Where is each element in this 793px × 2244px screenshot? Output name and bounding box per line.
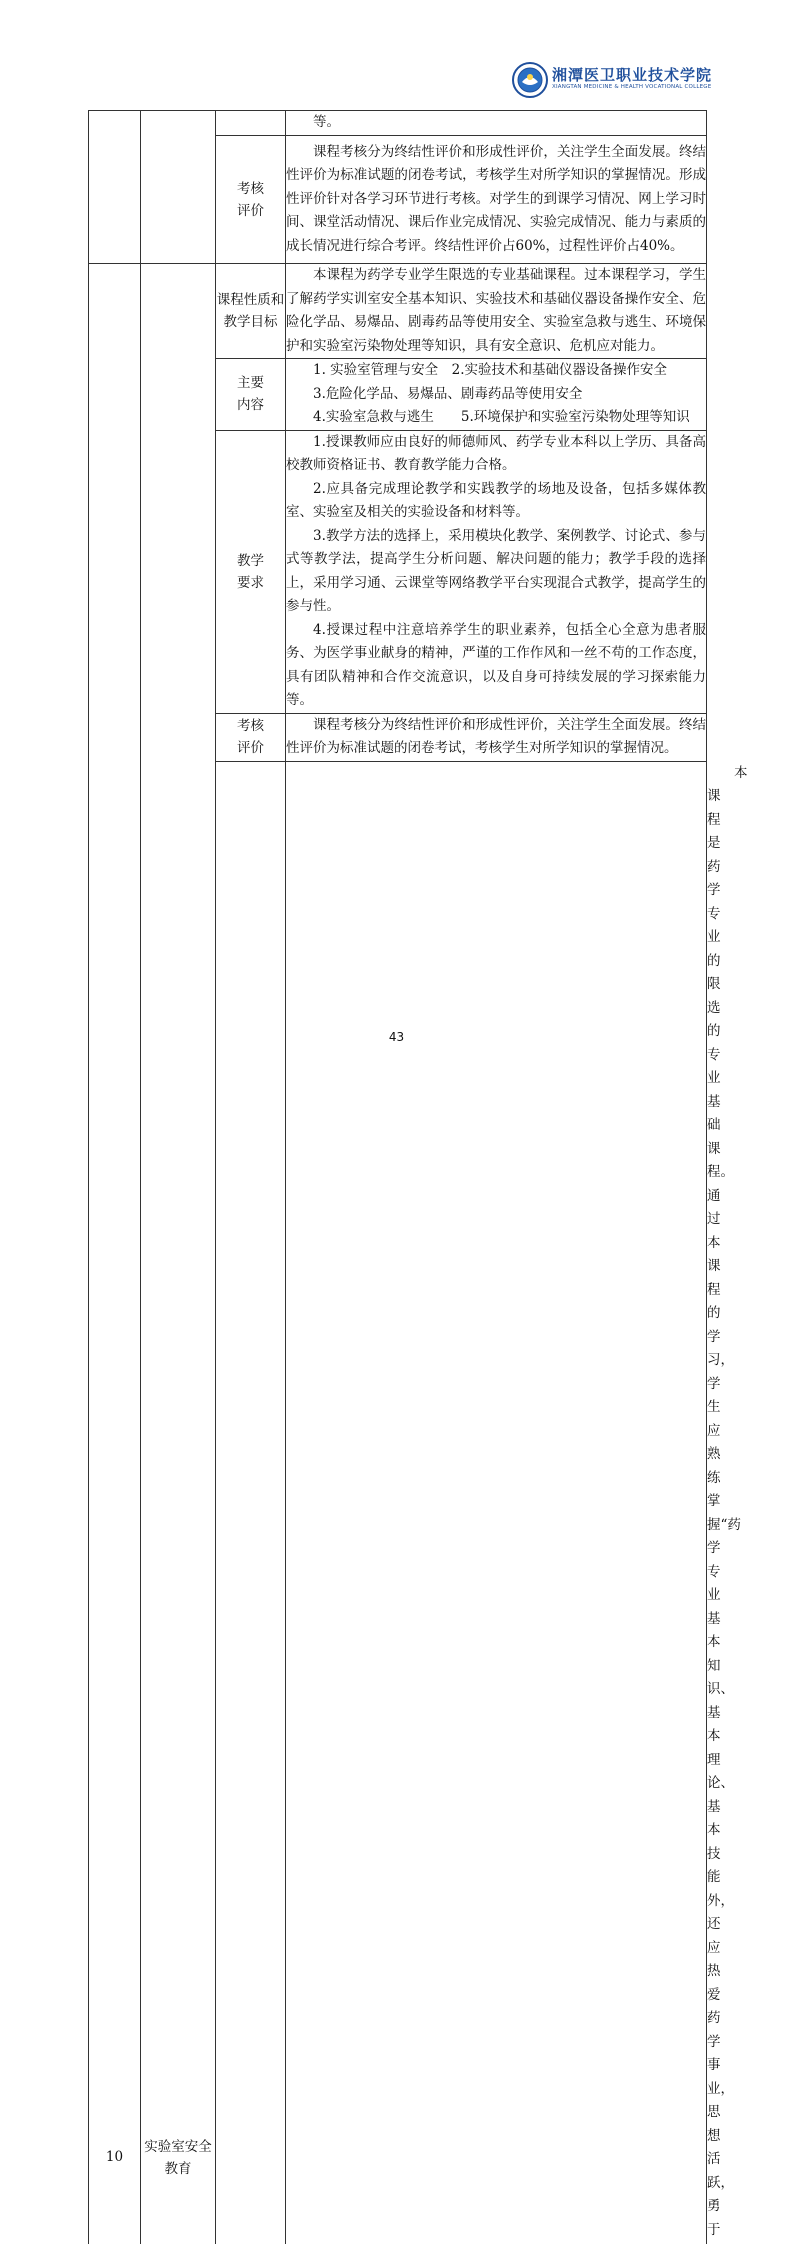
nature-text: 本课程为药学专业学生限选的专业基础课程。过本课程学习，学生了解药学实训室安全基本知识、实验技术和基础仪器设备操作安全、危险化学品、易爆品、剧毒药品等使用安全、实验室急救与逃生、环境保护和实验室污染物处理等知识，具有安全意识、危机应对能力。: [286, 264, 707, 359]
page-number: 43: [0, 1030, 793, 1044]
table-row: 本课程是药学专业的限选的专业基础课程。通过本课程的学习，学生应熟练掌握“药学专业基本知识、基本理论、基本技能外，还应热爱药学事业，思想活跃，勇于: [89, 761, 707, 2244]
content-line: 1. 实验室管理与安全 2.实验技术和基础仪器设备操作安全: [286, 359, 706, 383]
school-name-en: XIANGTAN MEDICINE & HEALTH VOCATIONAL COLLEGE: [552, 84, 711, 90]
school-logo: [512, 60, 702, 104]
school-name: 湘潭医卫职业技术学院: [552, 64, 712, 85]
table-row: [89, 111, 707, 136]
table-row: [89, 264, 707, 359]
content-cell: 等。: [286, 111, 707, 136]
course-number: [216, 761, 286, 2244]
content-line: 4.实验室急救与逃生 5.环境保护和实验室污染物处理等知识: [286, 406, 706, 430]
label-content: 主要 内容: [216, 359, 286, 431]
course-number: 10: [89, 264, 141, 2244]
requirement-paragraph: 3.教学方法的选择上，采用模块化教学、案例教学、讨论式、参与式等教学法，提高学生分析问题、解决问题的能力；教学手段的选择上，采用学习通、云课堂等网络教学平台实现混合式教学，提高学生的参与性。: [286, 525, 706, 619]
number-cell: [89, 111, 141, 264]
content-list: [286, 359, 707, 431]
course-name: [286, 761, 707, 2244]
assessment-text: 课程考核分为终结性评价和形成性评价，关注学生全面发展。终结性评价为标准试题的闭卷考试，考核学生对所学知识的掌握情况。形成性评价针对各学习环节进行考核。对学生的到课学习情况、网上学习时间、课堂活动情况、课后作业完成情况、实验完成情况、能力与素质的成长情况进行综合考评。终结性评价占60%，过程性评价占40%。: [286, 136, 707, 264]
label-nature: 课程性质和教学目标: [216, 264, 286, 359]
assessment-text: 课程考核分为终结性评价和形成性评价，关注学生全面发展。终结性评价为标准试题的闭卷考试，考核学生对所学知识的掌握情况。: [286, 713, 707, 761]
label-requirements: 教学 要求: [216, 430, 286, 713]
course-table: [88, 110, 707, 2244]
content-line: 3.危险化学品、易爆品、剧毒药品等使用安全: [286, 383, 706, 407]
label-assessment: 考核 评价: [216, 136, 286, 264]
name-cell: [141, 111, 216, 264]
requirement-paragraph: 1.授课教师应由良好的师德师风、药学专业本科以上学历、具备高校教师资格证书、教育教学能力合格。: [286, 431, 706, 478]
requirements-text: [286, 430, 707, 713]
course-name: 实验室安全教育: [141, 264, 216, 2244]
label-cell: [216, 111, 286, 136]
requirement-paragraph: 4.授课过程中注意培养学生的职业素养，包括全心全意为患者服务、为医学事业献身的精神，严谨的工作作风和一丝不苟的工作态度，具有团队精神和合作交流意识，以及自身可持续发展的学习探索能力等。: [286, 619, 706, 713]
school-emblem-icon: [512, 62, 548, 98]
label-assessment: 考核 评价: [216, 713, 286, 761]
requirement-paragraph: 2.应具备完成理论教学和实践教学的场地及设备，包括多媒体教室、实验室及相关的实验设备和材料等。: [286, 478, 706, 525]
